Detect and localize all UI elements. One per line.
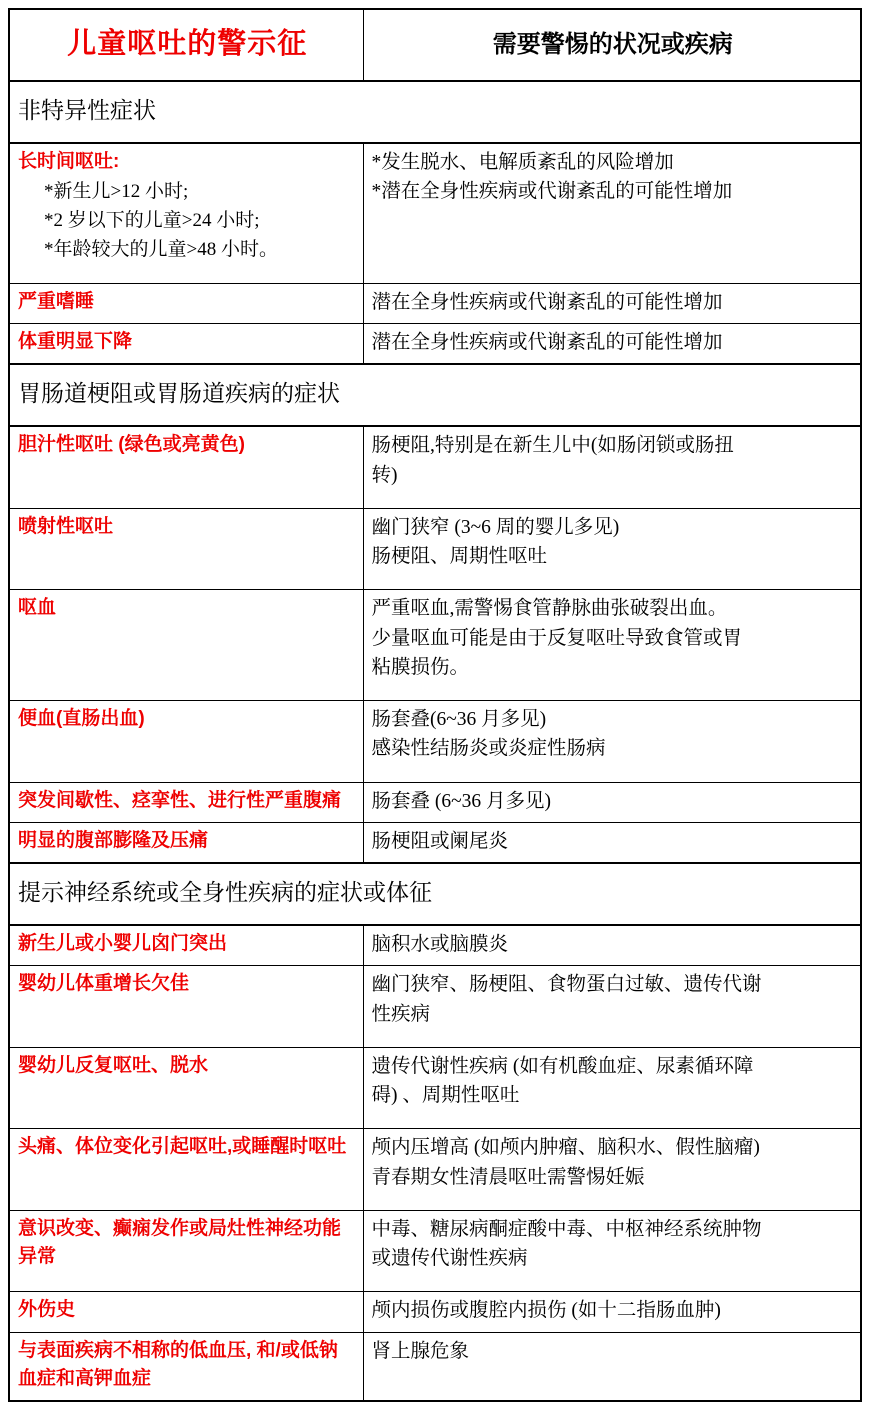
condition-line: *发生脱水、电解质紊乱的风险增加	[371, 152, 674, 173]
warning-sign-cell	[9, 1332, 363, 1401]
header-title-condition: 需要警惕的状况或疾病	[492, 31, 733, 58]
condition-line: 肠梗阻或阑尾炎	[371, 830, 509, 852]
condition-text	[372, 1133, 855, 1192]
warning-sign-text: 胆汁性呕吐 (绿色或亮黄色)	[18, 434, 245, 456]
condition-text	[372, 705, 855, 764]
section-title: 胃肠道梗阻或胃肠道疾病的症状	[18, 380, 340, 406]
condition-cell	[363, 701, 861, 783]
table-row	[9, 966, 861, 1048]
table-row	[9, 782, 861, 822]
condition-text	[372, 1052, 855, 1111]
condition-text	[372, 930, 855, 959]
condition-cell	[363, 590, 861, 701]
table-header-row	[9, 9, 861, 81]
condition-line: 肠套叠 (6~36 月多见)	[371, 790, 552, 812]
condition-text	[372, 328, 855, 357]
condition-text	[372, 970, 855, 1029]
section-header-row	[9, 81, 861, 143]
table-row	[9, 822, 861, 863]
condition-cell	[363, 324, 861, 365]
warning-sign-text: 头痛、体位变化引起呕吐,或睡醒时呕吐	[18, 1136, 347, 1158]
condition-line: 肠梗阻、周期性呕吐	[371, 546, 548, 568]
header-cell-condition	[363, 9, 861, 81]
condition-line: 幽门狭窄 (3~6 周的婴儿多见)	[371, 516, 620, 538]
table-row	[9, 508, 861, 590]
condition-line: 或遗传代谢性疾病	[371, 1248, 528, 1270]
condition-cell	[363, 1332, 861, 1401]
table-row	[9, 1332, 861, 1401]
condition-text	[372, 594, 855, 682]
condition-cell	[363, 782, 861, 822]
warning-sign-cell	[9, 590, 363, 701]
section-title: 提示神经系统或全身性疾病的症状或体征	[18, 879, 432, 905]
condition-line: 肾上腺危象	[371, 1340, 470, 1362]
condition-text	[372, 148, 855, 207]
warning-sign-cell	[9, 1292, 363, 1332]
warning-sign-text: 严重嗜睡	[18, 290, 95, 312]
warning-sign-text: 突发间歇性、痉挛性、进行性严重腹痛	[18, 789, 342, 811]
warning-sign-cell	[9, 508, 363, 590]
table-row	[9, 426, 861, 508]
condition-text	[372, 827, 855, 856]
condition-text	[372, 1215, 855, 1274]
condition-text	[372, 288, 855, 317]
condition-text	[372, 1337, 855, 1366]
warning-sign-subitem: *新生儿>12 小时;	[44, 180, 189, 202]
condition-cell	[363, 822, 861, 863]
condition-line: 潜在全身性疾病或代谢紊乱的可能性增加	[371, 332, 723, 354]
condition-text	[372, 1296, 855, 1325]
warning-signs-table	[8, 8, 862, 1402]
condition-line: 颅内损伤或腹腔内损伤 (如十二指肠血肿)	[371, 1300, 721, 1322]
warning-sign-cell	[9, 966, 363, 1048]
section-title: 非特异性症状	[18, 97, 156, 123]
condition-cell	[363, 966, 861, 1048]
table-row	[9, 1129, 861, 1211]
warning-sign-cell	[9, 426, 363, 508]
table-row	[9, 925, 861, 966]
table-row	[9, 1210, 861, 1292]
condition-line: 少量呕血可能是由于反复呕吐导致食管或胃	[371, 627, 743, 649]
condition-cell	[363, 1292, 861, 1332]
condition-cell	[363, 925, 861, 966]
condition-cell	[363, 426, 861, 508]
warning-sign-text: 体重明显下降	[18, 331, 133, 353]
table-row	[9, 590, 861, 701]
condition-line: 感染性结肠炎或炎症性肠病	[371, 738, 606, 760]
warning-sign-cell	[9, 1047, 363, 1129]
condition-cell	[363, 283, 861, 323]
warning-sign-cell	[9, 782, 363, 822]
condition-line: *潜在全身性疾病或代谢紊乱的可能性增加	[371, 181, 733, 203]
section-header-cell	[9, 81, 861, 143]
warning-sign-text: 长时间呕吐:	[18, 151, 120, 172]
condition-line: 肠套叠(6~36 月多见)	[371, 709, 547, 731]
condition-line: 肠梗阻,特别是在新生儿中(如肠闭锁或肠扭	[371, 435, 734, 457]
condition-line: 粘膜损伤。	[371, 656, 470, 678]
condition-text	[372, 513, 855, 572]
warning-sign-cell	[9, 822, 363, 863]
warning-sign-text: 外伤史	[18, 1299, 76, 1321]
warning-sign-cell	[9, 925, 363, 966]
condition-line: 严重呕血,需警惕食管静脉曲张破裂出血。	[371, 598, 728, 620]
condition-line: 转)	[371, 464, 398, 486]
condition-cell	[363, 1047, 861, 1129]
warning-sign-cell	[9, 1129, 363, 1211]
condition-cell	[363, 1210, 861, 1292]
warning-sign-text: 呕血	[18, 597, 57, 619]
condition-cell	[363, 508, 861, 590]
warning-sign-text: 新生儿或小婴儿囟门突出	[18, 933, 228, 955]
warning-sign-text: 意识改变、癫痫发作或局灶性神经功能异常	[18, 1217, 342, 1268]
condition-line: 潜在全身性疾病或代谢紊乱的可能性增加	[371, 291, 723, 313]
condition-cell	[363, 1129, 861, 1211]
warning-sign-text: 明显的腹部膨隆及压痛	[18, 829, 209, 851]
table-row	[9, 324, 861, 365]
warning-sign-subitem: *2 岁以下的儿童>24 小时;	[44, 209, 260, 231]
section-header-cell	[9, 364, 861, 426]
warning-sign-text: 婴幼儿体重增长欠佳	[18, 973, 190, 995]
table-row	[9, 1047, 861, 1129]
condition-cell	[363, 143, 861, 283]
warning-sign-cell	[9, 701, 363, 783]
warning-sign-cell	[9, 143, 363, 283]
section-header-row	[9, 863, 861, 925]
condition-line: 脑积水或脑膜炎	[371, 934, 509, 956]
condition-line: 幽门狭窄、肠梗阻、食物蛋白过敏、遗传代谢	[371, 974, 762, 996]
warning-sign-cell	[9, 283, 363, 323]
header-title-warning-sign: 儿童呕吐的警示征	[67, 28, 308, 61]
condition-line: 碍) 、周期性呕吐	[371, 1085, 520, 1107]
condition-text	[372, 787, 855, 816]
table-row	[9, 701, 861, 783]
header-cell-warning-sign	[9, 9, 363, 81]
section-header-row	[9, 364, 861, 426]
warning-sign-text: 婴幼儿反复呕吐、脱水	[18, 1054, 209, 1076]
condition-line: 性疾病	[371, 1003, 431, 1025]
warning-sign-subitem: *年龄较大的儿童>48 小时。	[44, 239, 278, 261]
condition-line: 青春期女性清晨呕吐需警惕妊娠	[371, 1166, 645, 1188]
warning-sign-cell	[9, 1210, 363, 1292]
condition-line: 中毒、糖尿病酮症酸中毒、中枢神经系统肿物	[371, 1218, 762, 1240]
warning-sign-cell	[9, 324, 363, 365]
warning-sign-sublist	[18, 177, 357, 265]
table-row	[9, 1292, 861, 1332]
section-header-cell	[9, 863, 861, 925]
table-row	[9, 283, 861, 323]
condition-line: 颅内压增高 (如颅内肿瘤、脑积水、假性脑瘤)	[371, 1137, 760, 1159]
warning-sign-text: 喷射性呕吐	[18, 515, 114, 537]
condition-text	[372, 431, 855, 490]
warning-sign-text: 便血(直肠出血)	[18, 708, 145, 730]
table-row	[9, 143, 861, 283]
warning-sign-text: 与表面疾病不相称的低血压, 和/或低钠血症和高钾血症	[18, 1339, 338, 1390]
condition-line: 遗传代谢性疾病 (如有机酸血症、尿素循环障	[371, 1055, 754, 1077]
